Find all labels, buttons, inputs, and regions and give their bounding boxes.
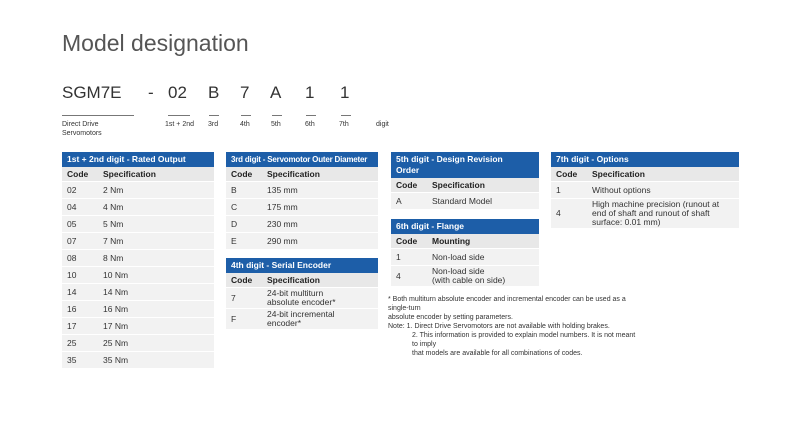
design-revision-table — [391, 152, 539, 209]
flange-underline — [306, 115, 316, 116]
table-row — [551, 199, 739, 229]
position-label-3rd: 3rd — [208, 121, 219, 128]
row-code: F — [226, 309, 262, 330]
row-code: 10 — [62, 267, 98, 284]
row-code: 02 — [62, 182, 98, 199]
position-label-6th: 6th — [305, 121, 315, 128]
row-code: C — [226, 199, 262, 216]
rated-output-table — [62, 152, 214, 368]
description-line2: Servomotors — [62, 130, 102, 137]
spec-line: 24-bit incremental — [267, 309, 335, 319]
model-code-revision: A — [270, 83, 282, 102]
description-line1: Direct Drive — [62, 121, 99, 128]
row-code: 04 — [62, 199, 98, 216]
design-revision-header — [391, 152, 539, 178]
col-mounting: Mounting — [427, 234, 539, 249]
table-row — [226, 216, 378, 233]
row-spec: 175 mm — [262, 199, 378, 216]
row-spec — [262, 309, 378, 330]
row-spec: Without options — [587, 182, 739, 199]
row-spec: 7 Nm — [98, 233, 214, 250]
header-line: 5th digit - Design Revision — [396, 154, 503, 164]
spec-line: Non-load side — [432, 266, 485, 276]
model-code-dash: - — [148, 83, 154, 102]
page-title: Model designation — [62, 30, 249, 56]
col-code: Code — [226, 273, 262, 288]
table-row — [226, 199, 378, 216]
row-spec: Standard Model — [427, 193, 539, 210]
col-code: Code — [551, 167, 587, 182]
header-line: Order — [396, 165, 420, 175]
table-row — [226, 182, 378, 199]
table-row — [226, 288, 378, 309]
table-row — [62, 250, 214, 267]
col-spec: Specification — [262, 273, 378, 288]
row-spec: 290 mm — [262, 233, 378, 250]
flange-header: 6th digit - Flange — [391, 219, 539, 234]
spec-line: (with cable on side) — [432, 275, 506, 285]
row-spec — [587, 199, 739, 229]
spec-line: 24-bit multiturn — [267, 288, 324, 298]
row-code: 1 — [391, 249, 427, 266]
model-code-encoder: 7 — [240, 83, 250, 102]
row-spec — [427, 266, 539, 287]
table-row — [391, 193, 539, 210]
spec-line: surface: 0.01 mm) — [592, 217, 661, 227]
col-code: Code — [62, 167, 98, 182]
row-code: 7 — [226, 288, 262, 309]
row-spec: 4 Nm — [98, 199, 214, 216]
table-row — [391, 266, 539, 287]
col-code: Code — [226, 167, 262, 182]
position-label-1st-2nd: 1st + 2nd — [165, 121, 194, 128]
row-code: 35 — [62, 352, 98, 369]
options-table — [551, 152, 739, 228]
row-code: 08 — [62, 250, 98, 267]
table-row — [62, 352, 214, 369]
spec-line: absolute encoder* — [267, 297, 336, 307]
position-label-5th: 5th — [271, 121, 281, 128]
table-row — [62, 318, 214, 335]
table-row — [226, 233, 378, 250]
row-code: A — [391, 193, 427, 210]
row-code: 17 — [62, 318, 98, 335]
row-spec: 25 Nm — [98, 335, 214, 352]
series-underline — [62, 115, 134, 116]
spec-line: encoder* — [267, 318, 302, 328]
model-code-series: SGM7E — [62, 83, 122, 102]
row-code: 1 — [551, 182, 587, 199]
row-spec: Non-load side — [427, 249, 539, 266]
col-code: Code — [391, 234, 427, 249]
row-spec: 14 Nm — [98, 284, 214, 301]
diameter-underline — [209, 115, 219, 116]
spec-line: High machine precision (runout at — [592, 199, 720, 209]
asterisk-note: absolute encoder by setting parameters. — [388, 314, 513, 321]
spec-line: end of shaft and runout of shaft — [592, 208, 710, 218]
outer-diameter-header: 3rd digit - Servomotor Outer Diameter — [226, 152, 378, 167]
table-row — [62, 216, 214, 233]
series-description — [62, 120, 102, 138]
note-2: 2. This information is provided to explain model numbers. It is not meant to imply — [412, 332, 636, 348]
table-row — [226, 309, 378, 330]
row-code: 05 — [62, 216, 98, 233]
model-code-output: 02 — [168, 83, 187, 102]
output-underline — [168, 115, 190, 116]
row-spec: 16 Nm — [98, 301, 214, 318]
footnotes — [388, 295, 638, 358]
row-spec: 8 Nm — [98, 250, 214, 267]
model-code-diameter: B — [208, 83, 220, 102]
table-row — [62, 267, 214, 284]
row-spec: 135 mm — [262, 182, 378, 199]
row-code: 07 — [62, 233, 98, 250]
table-row — [62, 233, 214, 250]
row-code: B — [226, 182, 262, 199]
position-label-7th: 7th — [339, 121, 349, 128]
col-spec: Specification — [427, 178, 539, 193]
row-spec: 10 Nm — [98, 267, 214, 284]
note-2: that models are available for all combinations of codes. — [412, 350, 583, 357]
table-row — [391, 249, 539, 266]
col-spec: Specification — [98, 167, 214, 182]
col-spec: Specification — [262, 167, 378, 182]
options-underline — [341, 115, 351, 116]
row-code: 16 — [62, 301, 98, 318]
asterisk-note: * Both multiturn absolute encoder and incremental encoder can be used as a single-turn — [388, 296, 626, 312]
col-code: Code — [391, 178, 427, 193]
table-row — [551, 182, 739, 199]
options-header: 7th digit - Options — [551, 152, 739, 167]
row-spec: 35 Nm — [98, 352, 214, 369]
position-label-4th: 4th — [240, 121, 250, 128]
table-row — [62, 199, 214, 216]
row-code: 4 — [551, 199, 587, 229]
table-row — [62, 284, 214, 301]
table-row — [62, 301, 214, 318]
table-row — [62, 182, 214, 199]
revision-underline — [272, 115, 282, 116]
row-code: D — [226, 216, 262, 233]
serial-encoder-table — [226, 258, 378, 329]
position-label-digit: digit — [376, 121, 389, 128]
flange-table — [391, 219, 539, 286]
serial-encoder-header: 4th digit - Serial Encoder — [226, 258, 378, 273]
row-spec: 230 mm — [262, 216, 378, 233]
row-code: E — [226, 233, 262, 250]
table-row — [62, 335, 214, 352]
outer-diameter-table — [226, 152, 378, 249]
col-spec: Specification — [587, 167, 739, 182]
row-spec: 5 Nm — [98, 216, 214, 233]
model-code-flange: 1 — [305, 83, 315, 102]
rated-output-header: 1st + 2nd digit - Rated Output — [62, 152, 214, 167]
encoder-underline — [241, 115, 251, 116]
row-code: 4 — [391, 266, 427, 287]
row-spec: 17 Nm — [98, 318, 214, 335]
model-code-options: 1 — [340, 83, 350, 102]
note-1: Note: 1. Direct Drive Servomotors are not available with holding brakes. — [388, 323, 610, 330]
row-spec: 2 Nm — [98, 182, 214, 199]
row-spec — [262, 288, 378, 309]
row-code: 14 — [62, 284, 98, 301]
row-code: 25 — [62, 335, 98, 352]
